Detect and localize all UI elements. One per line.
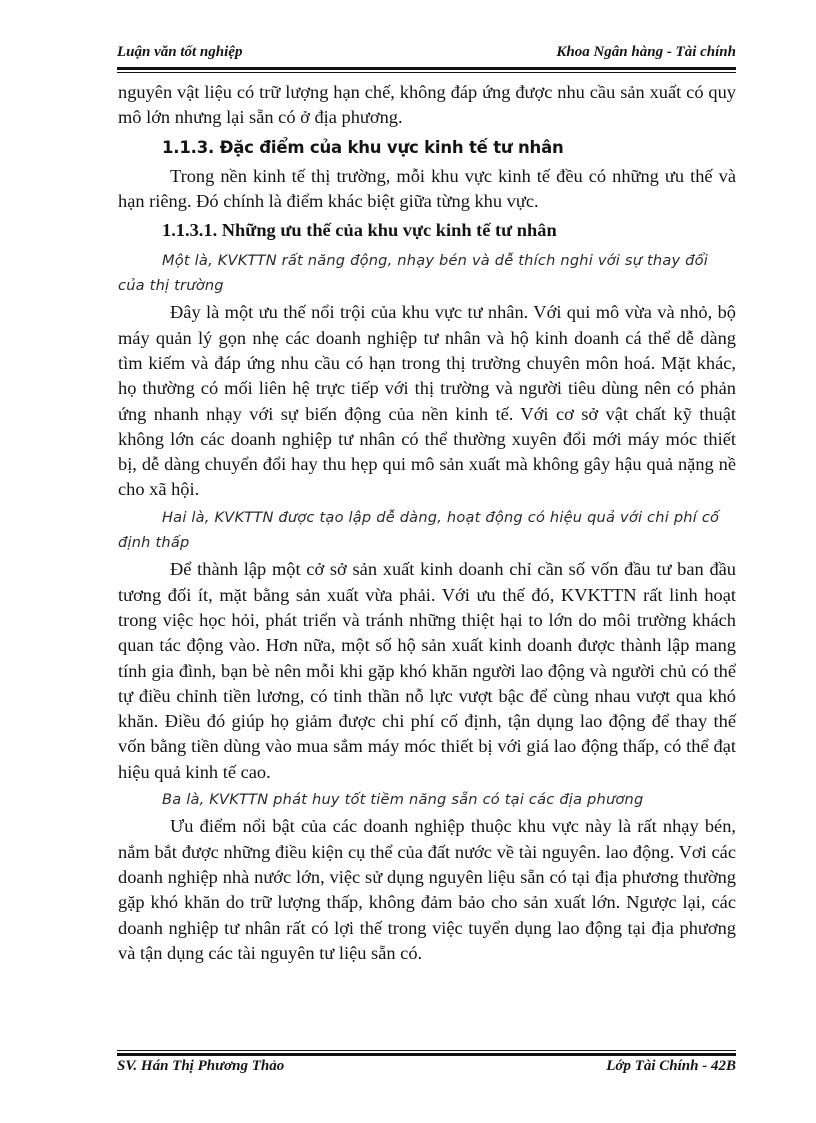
point-2-paragraph: Để thành lập một cở sở sản xuất kinh doanh chỉ cần số vốn đầu tư ban đầu tương đối ít, mặt bằng sản xuất vừa phải. Với ưu thế đó, KVKTTN rất linh hoạt trong việc học hỏi, phát triển và tránh những thiệt hại to lớn do môi trường khách quan tác động vào. Hơn nữa, một số hộ sản xuất kinh doanh được thành lập mang tính gia đình, bạn bè nên mỗi khi gặp khó khăn người lao động và người chủ có thể tự điều chỉnh tiền lương, có tinh thần nỗ lực vượt bậc để cùng nhau vượt qua khó khăn. Điều đó giúp họ giảm được chi phí cố định, tận dụng lao động để thay thế vốn bằng tiền dùng vào mua sắm máy móc thiết bị với giá lao động thấp, có thể đạt hiệu quả kinh tế cao.: [118, 559, 736, 782]
point-3-heading: Ba là, KVKTTN phát huy tốt tiềm năng sẵn có tại các địa phương: [162, 791, 644, 809]
page-header: [117, 44, 736, 66]
subsection-heading: 1.1.3.1. Những ưu thế của khu vực kinh tế tư nhân: [162, 220, 557, 241]
header-rule-thick: [117, 67, 736, 70]
student-name: SV. Hán Thị Phương Thảo: [117, 1058, 285, 1074]
intro-paragraph: nguyên vật liệu có trữ lượng hạn chế, không đáp ứng được nhu cầu sản xuất có quy mô lớn nhưng lại sẵn có ở địa phương.: [118, 82, 736, 128]
thesis-label: Luận văn tốt nghiệp: [117, 44, 243, 60]
point-2-heading: Hai là, KVKTTN được tạo lập dễ dàng, hoạt động có hiệu quả với chi phí cố định thấp: [118, 508, 720, 552]
section-intro-paragraph: Trong nền kinh tế thị trường, mỗi khu vực kinh tế đều có những ưu thế và hạn riêng. Đó chính là điểm khác biệt giữa từng khu vực.: [118, 165, 736, 212]
page-body: [118, 80, 736, 966]
page-footer: [117, 1058, 736, 1080]
class-label: Lớp Tài Chính - 42B: [606, 1058, 736, 1074]
section-heading: 1.1.3. Đặc điểm của khu vực kinh tế tư nhân: [162, 137, 564, 157]
point-3-paragraph: Ưu điểm nổi bật của các doanh nghiệp thuộc khu vực này là rất nhạy bén, nắm bắt được những điều kiện cụ thể của đất nước về tài nguyên. lao động. Vơi các doanh nghiệp nhà nước lớn, việc sử dụng nguyên liệu sẵn có tại địa phương thường gặp khó khăn do trữ lượng thấp, không đảm bảo cho sản xuất lớn. Ngược lại, các doanh nghiệp tư nhân rất có lợi thế trong việc tuyển dụng lao động tại địa phương và tận dụng các tài nguyên tư liệu sẵn có.: [118, 816, 736, 963]
faculty-label: Khoa Ngân hàng - Tài chính: [556, 44, 736, 60]
point-1-heading: Một là, KVKTTN rất năng động, nhạy bén và dễ thích nghi với sự thay đổi của thị trường: [118, 251, 709, 295]
footer-rule-thin: [117, 1050, 736, 1051]
header-rule-thin: [117, 72, 736, 73]
footer-rule-thick: [117, 1053, 736, 1056]
point-1-paragraph: Đây là một ưu thế nổi trội của khu vực tư nhân. Với qui mô vừa và nhỏ, bộ máy quản lý gọn nhẹ các doanh nghiệp tư nhân và hộ kinh doanh cá thể dễ dàng tìm kiếm và đáp ứng nhu cầu có hạn trong thị trường chuyên môn hoá. Mặt khác, họ thường có mối liên hệ trực tiếp với thị trường và người tiêu dùng nên có phản ứng nhanh nhạy với sự biến động của nền kinh tế. Với cơ sở vật chất kỹ thuật không lớn các doanh nghiệp tư nhân có thể thường xuyên đổi mới máy móc thiết bị, dễ dàng chuyển đổi hay thu hẹp qui mô sản xuất mà không gây hậu quả nặng nề cho xã hội.: [118, 302, 736, 500]
